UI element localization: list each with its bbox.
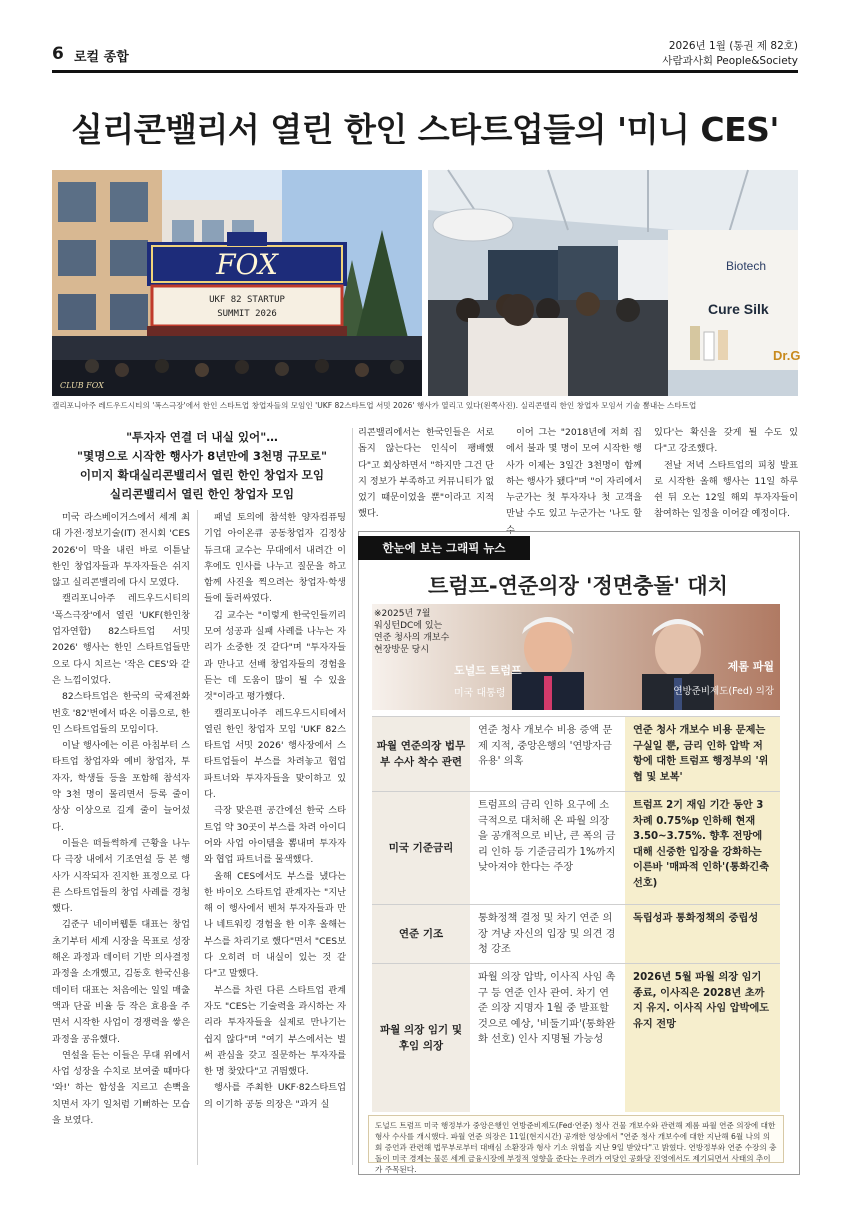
- banner-note-line: ※2025년 7월: [374, 609, 431, 619]
- powell-cell: 연준 청사 개보수 비용 문제는 구실일 뿐, 금리 인하 압박 저항에 대한 트럼프 행정부의 '위협 및 보복': [625, 717, 780, 791]
- paragraph: 이어 그는 "2018년에 저희 집에서 불과 몇 명이 모여 시작한 행사가 이제는 3일간 3천명이 함께하는 행사가 됐다"며 "이 자리에서 누군가는 첫 투자자나 첫 고객을 만날 수도 있고 누군가는 '나도 할 수: [506, 427, 642, 536]
- person-right-title: 연방준비제도(Fed) 의장: [673, 686, 774, 697]
- subhead-4: 실리콘밸리서 열린 한인 창업자 모임: [109, 487, 295, 501]
- column-divider: [197, 510, 198, 1165]
- marquee-line1: UKF 82 STARTUP: [209, 295, 285, 305]
- paragraph: 패널 토의에 참석한 양자컴퓨팅 기업 아이온큐 공동창업자 김정상 듀크대 교수는 무대에서 내려간 이후에도 인사를 나누고 질문을 하고 함께 사진을 찍으려는 창업자·학생들에 둘러싸였다.: [204, 512, 346, 605]
- paragraph: 부스를 차린 다른 스타트업 관계자도 "CES는 기술력을 과시하는 자리라 투자자들을 실제로 만나기는 쉽지 않다"며 "여기 부스에서는 벌써 관심을 갖고 질문하는 투자자를 한 명 찾았다"고 귀띔했다.: [204, 984, 346, 1078]
- powell-cell: 트럼프 2기 재임 기간 동안 3차례 0.75%p 인하해 현재 3.50~3.75%. 향후 전망에 대해 신중한 입장을 강화하는 이른바 '매파적 인하'(통화긴축 선호): [625, 792, 780, 904]
- powell-cell: 2026년 5월 파월 의장 임기 종료, 이사직은 2028년 초까지 유지. 이사직 사임 압박에도 유지 전망: [625, 964, 780, 1112]
- table-row: [372, 904, 780, 963]
- column-divider: [352, 428, 353, 1165]
- paragraph: 김 교수는 "이렇게 한국인들끼리 모여 성공과 실패 사례를 나누는 자리가 소중한 것 같다"며 "투자자들과 만나고 선배 창업자들의 경험을 듣는 데 도움이 많이 될 수 있을 것"이라고 평가했다.: [204, 609, 346, 703]
- table-row: [372, 791, 780, 904]
- sign-edge: Dr.G: [773, 348, 801, 363]
- paragraph: 극장 맞은편 공간에선 한국 스타트업 약 30곳이 부스를 차려 아이디어와 사업 아이템을 뽐내며 투자자와 협업 파트너를 물색했다.: [204, 805, 346, 866]
- marquee-name: FOX: [216, 248, 278, 281]
- subhead-1: "투자자 연결 더 내실 있어"…: [126, 430, 278, 444]
- paragraph: 올해 CES에서도 부스를 냈다는 한 바이오 스타트업 관계자는 "지난해 이 행사에서 벤처 투자자들과 만나 네트워킹 경험을 한 이후 올해는 부스를 차리기로 했다"면서 "CES보다 오히려 더 내실이 있는 것 같다"고 말했다.: [204, 870, 346, 980]
- page-number: 6: [52, 44, 64, 64]
- person-left-name: 도널드 트럼프: [454, 664, 522, 677]
- trump-cell: 파월 의장 압박, 이사직 사임 촉구 등 연준 인사 관여. 차기 연준 의장 지명자 1월 중 발표할 것으로 예상, '비둘기파'(통화완화 선호) 인사 지명될 가능성: [478, 972, 616, 1045]
- article-column-5: [654, 425, 798, 527]
- product-name: Cure Silk: [708, 301, 769, 317]
- powell-cell: 독립성과 통화정책의 중립성: [625, 905, 780, 963]
- trump-cell: 트럼프의 금리 인하 요구에 소극적으로 대처해 온 파월 의장을 공개적으로 비난, 큰 폭의 금리 인하 등 기준금리가 1%까지 낮아져야 한다는 주장: [478, 800, 616, 873]
- graphic-news-tab: 한눈에 보는 그래픽 뉴스: [358, 536, 530, 560]
- row-label: 연준 기조: [372, 905, 470, 963]
- paragraph: 캘리포니아주 레드우드시티의 '폭스극장'에서 열린 'UKF(한인창업자연합) 82스타트업 서밋 2026' 행사는 한인 스타트업들만으로 다시 치르는 '작은 CES'와 같은 느낌이었다.: [52, 593, 190, 686]
- row-label: 미국 기준금리: [372, 792, 470, 904]
- article-column-1: [52, 510, 190, 1170]
- article-column-3: [358, 425, 494, 527]
- banner-note: [374, 608, 449, 656]
- theater-photo: [52, 170, 422, 396]
- marquee-line2: SUMMIT 2026: [217, 309, 277, 319]
- table-row: [372, 716, 780, 791]
- club-sign: CLUB FOX: [60, 381, 104, 390]
- comparison-table: [372, 716, 780, 1112]
- expo-booth-photo: [428, 170, 801, 396]
- graphic-title: 트럼프-연준의장 '정면충돌' 대치: [428, 574, 728, 598]
- person-left-title: 미국 대통령: [454, 688, 506, 699]
- paragraph: 미국 라스베이거스에서 세계 최대 가전·정보기술(IT) 전시회 'CES 2026'이 막을 내린 바로 이튿날 한인 창업자들과 투자자들은 쉬지 않고 실리콘밸리에 다시 모였다.: [52, 512, 190, 589]
- paragraph: 이날 행사에는 이른 아침부터 스타트업 창업자와 예비 창업자, 투자자, 학생들 등을 포함해 참석자 약 3천 명이 몰리면서 등록 줄이 상상 이상으로 길게 줄이 늘어섰다.: [52, 740, 190, 833]
- publication-name: 사람과사회 People&Society: [662, 55, 798, 67]
- paragraph: 있다'는 확신을 갖게 될 수도 있다"고 강조했다.: [654, 427, 798, 455]
- article-column-4: [506, 425, 642, 536]
- paragraph: 전날 저녁 스타트업의 피칭 발표로 시작한 올해 행사는 11일 하루 쉰 뒤 오는 12일 해외 투자자들이 참여하는 일정을 이어갈 예정이다.: [654, 459, 798, 520]
- trump-cell: 통화정책 결정 및 차기 연준 의장 겨냥 자신의 입장 및 의견 경청 강조: [478, 913, 616, 955]
- paragraph: 연설을 듣는 이들은 무대 위에서 사업 성장을 수치로 보여줄 때마다 '와!' 하는 함성을 지르고 손뼉을 치면서 자기 일처럼 기뻐하는 모습을 보였다.: [52, 1049, 190, 1126]
- photo-caption: 캘리포니아주 레드우드시티의 '폭스극장'에서 한인 스타트업 창업자들의 모임인 'UKF 82스타트업 서밋 2026' 행사가 열리고 있다(왼쪽사진). 실리콘밸리 한인 창업자 모임서 기술 뽐내는 스타트업: [52, 401, 697, 410]
- section-label: 로컬 종합: [74, 50, 129, 65]
- banner-note-line: 연준 청사의 개보수: [374, 633, 450, 643]
- subheadlines: [52, 428, 352, 504]
- row-label: 파월 의장 임기 및 후임 의장: [372, 964, 470, 1112]
- headline: 실리콘밸리서 열린 한인 스타트업들의 '미니 CES': [71, 110, 779, 149]
- subhead-2: "몇명으로 시작한 행사가 8년만에 3천명 규모로": [77, 449, 327, 463]
- row-label: 파월 연준의장 법무부 수사 착수 관련: [372, 717, 470, 791]
- issue-number: 2026년 1월 (통권 제 82호): [668, 40, 798, 52]
- header-rule: [52, 70, 798, 73]
- sign-brand: Biotech: [725, 259, 767, 273]
- paragraph: 행사를 주최한 UKF·82스타트업의 이기하 공동 의장은 "과거 실: [204, 1082, 346, 1110]
- paragraph: 이들은 떠들썩하게 근황을 나누다 극장 내에서 기조연설 등 본 행사가 시작되자 진지한 표정으로 다른 스타트업들의 창업 사례를 경청했다.: [52, 837, 190, 915]
- paragraph: 캘리포니아주 레드우드시티에서 열린 한인 창업자 모임 'UKF 82스타트업 서밋 2026' 행사장에서 스타트업들이 부스를 차려놓고 협업 파트너와 투자자들을 맞이하고 있다.: [204, 707, 346, 801]
- person-right-name: 제롬 파월: [727, 660, 774, 673]
- paragraph: 김준구 네이버웹툰 대표는 창업 초기부터 세계 시장을 목표로 성장해온 과정과 데이터 기반 의사결정 과정을 소개했고, 김동호 한국신용데이터 대표는 처음에는 일일 매출액과 단골 비율 등 작은 효용을 주면서 시작한 사업이 경쟁력을 쌓은 과정을 공유했다.: [52, 919, 190, 1045]
- banner-note-line: 워싱턴DC에 있는: [374, 621, 443, 631]
- banner-note-line: 현장방문 당시: [374, 645, 430, 655]
- paragraph: 82스타트업은 한국의 국제전화번호 '82'번에서 따온 이름으로, 한인 스타트업들의 모임이다.: [52, 691, 190, 735]
- table-row: [372, 963, 780, 1112]
- subhead-3: 이미지 확대실리콘밸리서 열린 한인 창업자 모임: [79, 468, 325, 482]
- article-column-2: [204, 510, 346, 1170]
- trump-cell: 연준 청사 개보수 비용 증액 문제 지적, 중앙은행의 '연방자금 유용' 의혹: [478, 725, 613, 767]
- paragraph: 리콘밸리에서는 한국인들은 서로 돕지 않는다는 인식이 팽배했다"고 회상하면서 "하지만 그건 단지 정보가 부족하고 커뮤니티가 없었기 때문이었을 뿐"이라고 지적했다.: [358, 427, 494, 520]
- issue-info: [662, 39, 798, 69]
- graphic-footnote: 도널드 트럼프 미국 행정부가 중앙은행인 연방준비제도(Fed·연준) 청사 건물 개보수와 관련해 제롬 파월 연준 의장에 대한 형사 수사를 개시했다. 파월 연준 의장은 11일(현지시간) 공개한 영상에서 "연준 청사 개보수에 대한 지난해 6월 나의 의회 증언과 관련해 법무부로부터 대배심 소환장과 형사 기소 위협을 지난 9일 받았다"고 밝혔다. 연방정부와 연준 수장의 충돌이 미국 경제는 물론 세계 금융시장에 부정적 영향을 준다는 우려가 여당인 공화당 진영에서도 제기되면서 사태의 추이가 주목된다.: [368, 1115, 784, 1163]
